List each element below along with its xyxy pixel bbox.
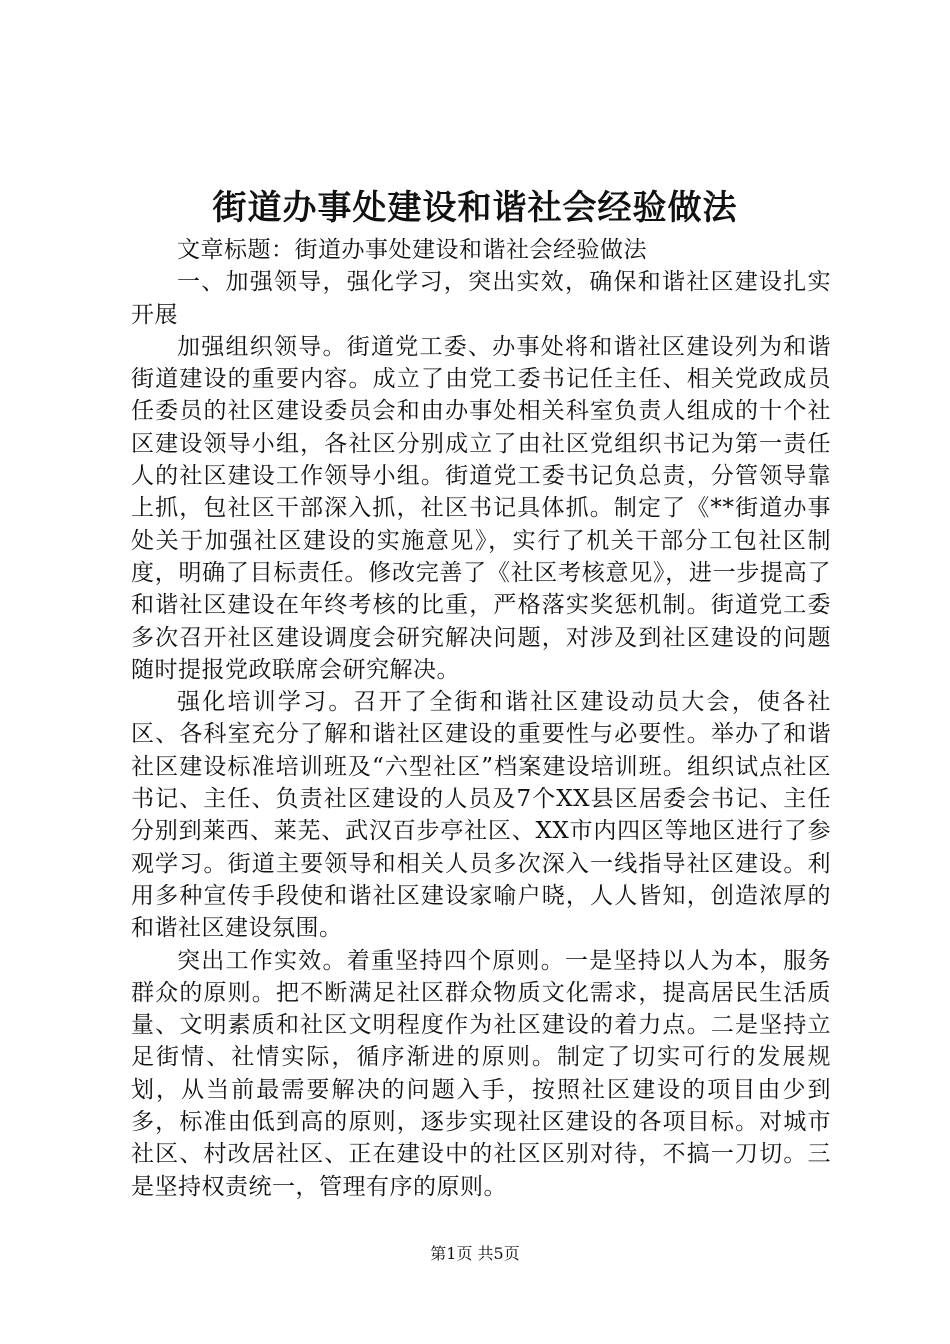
article-title-line: 文章标题：街道办事处建设和谐社会经验做法: [177, 237, 647, 263]
paragraph-results: 突出工作实效。着重坚持四个原则。一是坚持以人为本，服务群众的原则。把不断满足社区群众物质文化需求，提高居民生活质量、文明素质和社区文明程度作为社区建设的着力点。二是坚持立足街情、社情实际，循序渐进的原则。制定了切实可行的发展规划，从当前最需要解决的问题入手，按照社区建设的项目由少到多，标准由低到高的原则，逐步实现社区建设的各项目标。对城市社区、村改居社区、正在建设中的社区区别对待，不搞一刀切。三是坚持权责统一，管理有序的原则。: [131, 947, 831, 1200]
document-title: 街道办事处建设和谐社会经验做法: [212, 188, 738, 228]
paragraph-organization: 加强组织领导。街道党工委、办事处将和谐社区建设列为和谐街道建设的重要内容。成立了由党工委书记任主任、相关党政成员任委员的社区建设委员会和由办事处相关科室负责人组成的十个社区建设领导小组，各社区分别成立了由社区党组织书记为第一责任人的社区建设工作领导小组。街道党工委书记负总责，分管领导靠上抓，包社区干部深入抓，社区书记具体抓。制定了《**街道办事处关于加强社区建设的实施意见》，实行了机关干部分工包社区制度，明确了目标责任。修改完善了《社区考核意见》，进一步提高了和谐社区建设在年终考核的比重，严格落实奖惩机制。街道党工委多次召开社区建设调度会研究解决问题，对涉及到社区建设的问题随时提报党政联席会研究解决。: [131, 333, 831, 683]
section-heading: 一、加强领导，强化学习，突出实效，确保和谐社区建设扎实开展: [131, 269, 831, 328]
page-footer: 第1页 共5页: [430, 1244, 520, 1263]
paragraph-training: 强化培训学习。召开了全街和谐社区建设动员大会，使各社区、各科室充分了解和谐社区建设的重要性与必要性。举办了和谐社区建设标准培训班及“六型社区”档案建设培训班。组织试点社区书记、主任、负责社区建设的人员及7个XX县区居委会书记、主任分别到莱西、莱芜、武汉百步亭社区、XX市内四区等地区进行了参观学习。街道主要领导和相关人员多次深入一线指导社区建设。利用多种宣传手段使和谐社区建设家喻户晓，人人皆知，创造浓厚的和谐社区建设氛围。: [131, 689, 831, 942]
document-body: [131, 234, 831, 1203]
